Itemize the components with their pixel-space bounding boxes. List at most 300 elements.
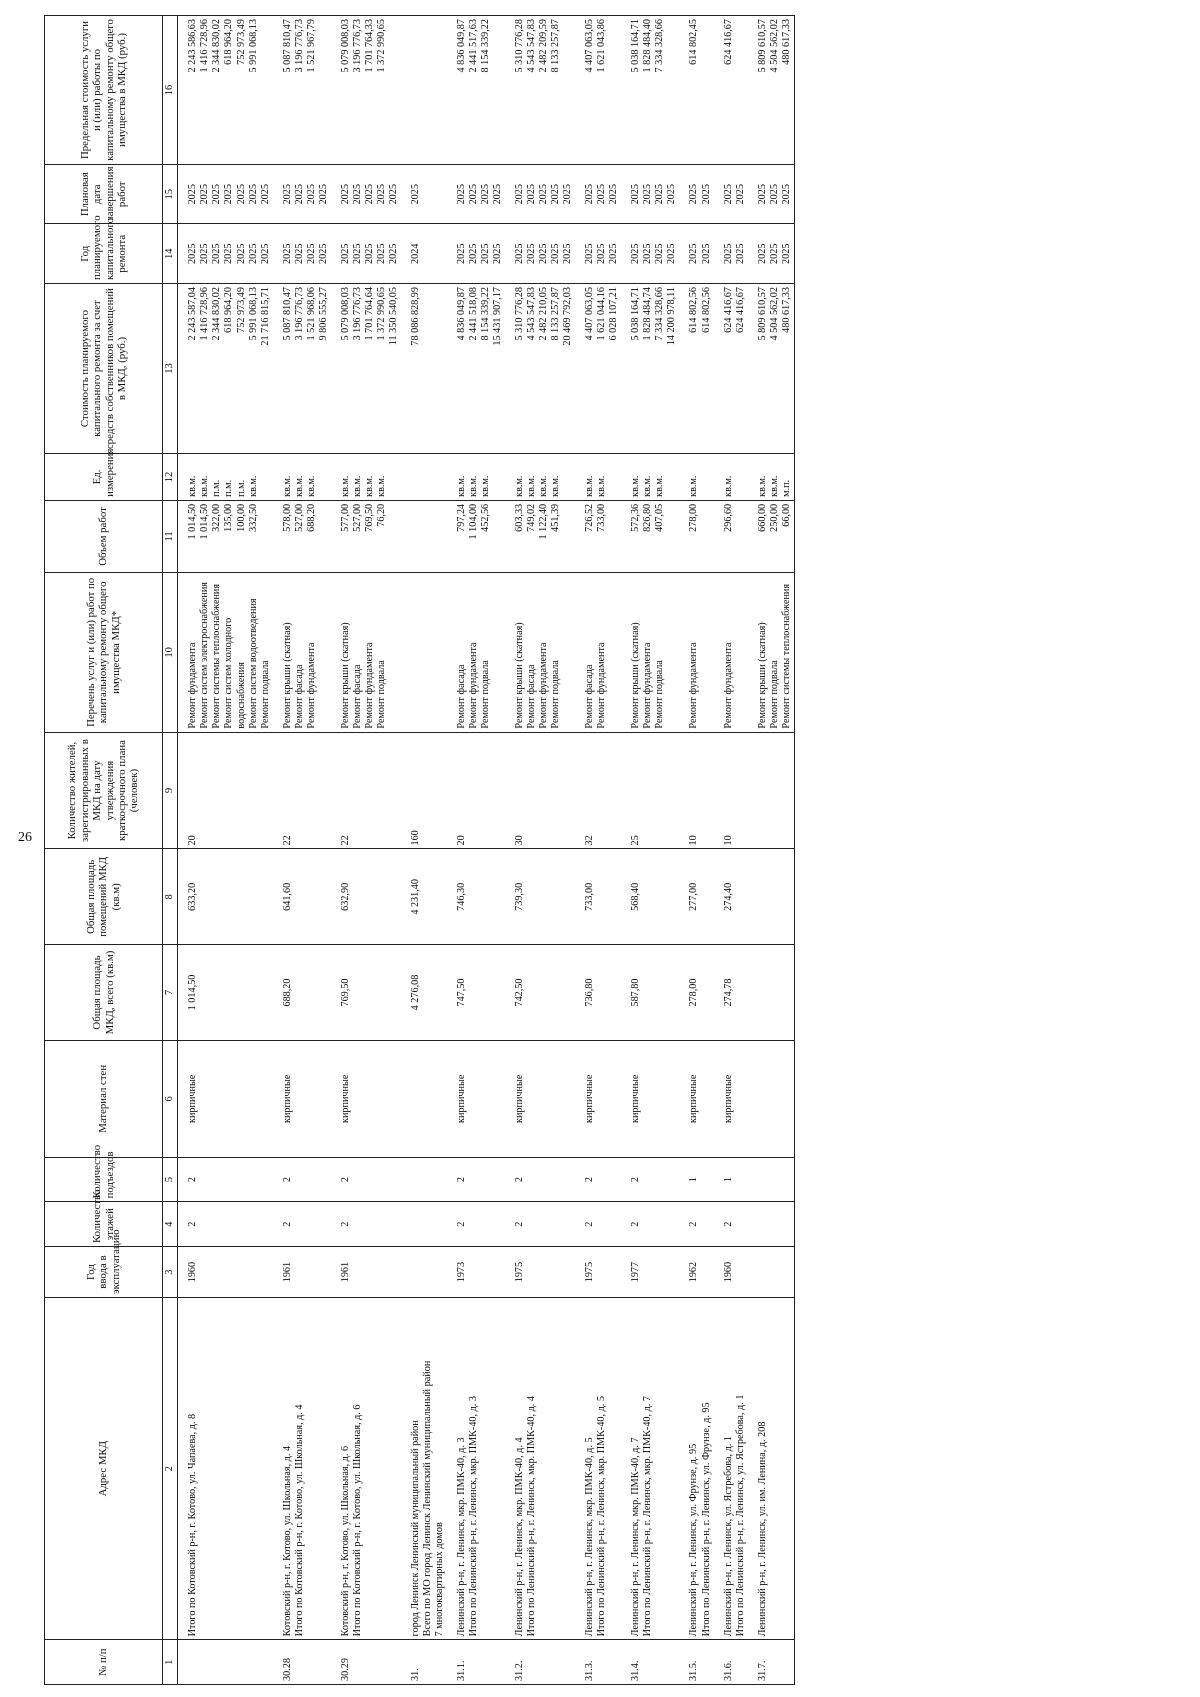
limit-cost: 5 310 776,28 [514,19,526,73]
address-line: Итого по Котовский р-н, г. Котово, ул. Чапаева, д. 8 [187,1413,199,1637]
row-number: 30.28 [281,1658,293,1681]
end-year: 2025 [468,184,479,205]
work-unit: кв.м. [305,475,317,497]
plan-year: 2025 [468,243,479,264]
premises-area: 274,40 [722,882,734,911]
address-line: Итого по Ленинский р-н, г. Ленинск, мкр. ПМК-40, д. 7 [642,1396,654,1637]
address-cell [748,1298,795,1640]
plan-year: 2025 [317,243,329,264]
address-line: Итого по Котовский р-н, г. Котово, ул. Школьная, д. 6 [351,1404,363,1637]
table-row [575,16,621,1685]
column-number: 11 [163,500,178,572]
volume-cell [575,500,621,572]
plan-year-cell [575,224,621,284]
limit-cost: 1 621 043,86 [596,19,608,73]
limit-cost: 8 133 257,87 [550,19,562,73]
end-year: 2025 [722,184,734,205]
year-built: 1975 [584,1261,596,1283]
year-built-cell [273,1247,331,1298]
plan-year: 2025 [734,243,746,264]
cost-value: 7 334 328,66 [654,287,666,341]
address-line: Ленинский р-н, г. Ленинск, мкр. ПМК-40, д. 4 [514,1437,526,1637]
cost-cell [575,284,621,454]
entrances-count: 2 [339,1177,351,1183]
year-built: 1960 [722,1261,734,1283]
address-cell [178,1298,273,1640]
work-unit: кв.м. [630,475,642,497]
work-unit: кв.м. [654,475,666,497]
unit-cell [575,454,621,501]
row-number-cell [621,1640,679,1685]
table-row [714,16,748,1685]
cost-cell [178,284,273,454]
limit-cost: 1 416 728,96 [199,19,211,73]
year-built-cell [331,1247,401,1298]
wall-material-cell [679,1040,713,1157]
address-cell [575,1298,621,1640]
entrances-cell [273,1157,331,1202]
cost-value: 14 200 978,11 [666,287,678,346]
unit-cell [748,454,795,501]
works-cell [575,573,621,732]
limit-cost: 2 243 586,63 [187,19,199,73]
premises-area: 277,00 [688,882,700,911]
repair-plan-table [44,15,795,1685]
total-area: 274,78 [722,978,734,1007]
wall-material-cell [505,1040,575,1157]
work-item: Ремонт фундамента [722,642,734,729]
limit-cost-cell [621,16,679,165]
work-volume: 769,50 [363,503,375,532]
work-unit: кв.м. [596,475,608,497]
works-cell [714,573,748,732]
plan-year: 2025 [756,243,768,264]
work-unit: кв.м. [642,475,654,497]
cost-cell [748,284,795,454]
work-item: Ремонт фундамента [596,642,608,729]
end-year: 2025 [780,184,792,205]
header-cell: Ед. измерения [45,454,163,501]
wall-material-cell [748,1040,795,1157]
work-unit: кв.м. [351,475,363,497]
residents-count: 20 [455,835,467,846]
total-area: 688,20 [281,978,293,1007]
end-year: 2025 [768,184,780,205]
end-year: 2025 [305,184,317,205]
end-year: 2025 [351,184,363,205]
wall-material: кирпичные [514,1074,526,1123]
work-item: Ремонт фундамента [468,642,479,729]
cost-value: 752 973,49 [235,287,247,333]
wall-material-cell [273,1040,331,1157]
premises-area: 739,30 [514,882,526,911]
header-cell: Год планируемого капитального ремонта [45,224,163,284]
page-number: 26 [18,830,32,845]
plan-year: 2025 [223,243,235,264]
volume-cell [273,500,331,572]
address-cell [714,1298,748,1640]
end-year: 2025 [480,184,492,205]
cost-value: 5 809 610,57 [756,287,768,341]
residents-cell [178,732,273,849]
limit-cost: 5 079 008,03 [339,19,351,73]
work-item: Ремонт подвала [480,660,492,729]
table-row [447,16,505,1685]
limit-cost-cell [679,16,713,165]
cost-value: 5 991 068,13 [247,287,259,341]
end-year: 2025 [666,184,678,205]
work-unit: кв.м. [526,475,538,497]
plan-year-cell [621,224,679,284]
work-volume: 527,00 [351,503,363,532]
plan-year: 2025 [562,243,574,264]
wall-material: кирпичные [187,1074,199,1123]
table-body [178,16,794,1685]
total-area: 587,80 [630,978,642,1007]
year-built: 1973 [455,1261,467,1283]
total-area: 747,50 [455,978,467,1007]
volume-cell [679,500,713,572]
cost-value: 9 806 555,27 [317,287,329,341]
cost-value: 15 431 907,17 [492,287,504,346]
limit-cost: 2 482 209,59 [538,19,550,73]
premises-area-cell [505,849,575,945]
work-volume: 572,36 [630,503,642,532]
end-year-cell [714,164,748,224]
limit-cost-cell [401,16,447,165]
volume-cell [178,500,273,572]
cost-value: 1 372 990,65 [375,287,387,341]
cost-value: 11 350 540,05 [387,287,399,346]
work-item: Ремонт системы теплоснабжения [211,583,223,729]
cost-value: 5 079 008,03 [339,287,351,341]
limit-cost-cell [575,16,621,165]
cost-value: 1 521 968,06 [305,287,317,341]
volume-cell [621,500,679,572]
residents-count: 20 [187,835,199,846]
year-built-cell [401,1247,447,1298]
residents-count: 22 [281,835,293,846]
limit-cost: 5 991 068,13 [247,19,259,73]
table-row [178,16,273,1685]
entrances-cell [505,1157,575,1202]
unit-cell [679,454,713,501]
year-built-cell [621,1247,679,1298]
address-cell [401,1298,447,1640]
work-item: Ремонт подвала [550,660,562,729]
plan-year: 2025 [187,243,199,264]
end-year: 2025 [492,184,504,205]
limit-cost: 4 836 049,87 [455,19,467,73]
plan-year: 2025 [700,243,712,264]
plan-year: 2025 [363,243,375,264]
plan-year: 2025 [666,243,678,264]
entrances-count: 2 [630,1177,642,1183]
work-unit: кв.м. [468,475,479,497]
address-line: Ленинский р-н, г. Ленинск, ул. им. Ленина, д. 208 [756,1421,768,1637]
total-area-cell [178,945,273,1041]
end-year-cell [679,164,713,224]
end-year: 2025 [630,184,642,205]
work-volume: 135,00 [223,503,235,532]
column-number: 15 [163,164,178,224]
premises-area-cell [331,849,401,945]
plan-year-cell [505,224,575,284]
floors-cell [621,1202,679,1247]
volume-cell [714,500,748,572]
end-year: 2025 [281,184,293,205]
header-cell: Количество подъездов [45,1157,163,1202]
work-unit: кв.м. [480,475,492,497]
limit-cost: 752 973,49 [235,19,247,65]
plan-year-cell [748,224,795,284]
work-unit: кв.м. [584,475,596,497]
premises-area-cell [447,849,505,945]
floors-cell [401,1202,447,1247]
work-item: Ремонт фундамента [642,642,654,729]
plan-year: 2025 [722,243,734,264]
header-cell: Плановая дата завершения работ [45,164,163,224]
column-number: 2 [163,1298,178,1640]
address-line: 7 многоквартирных домов [433,1522,445,1637]
work-volume: 797,24 [455,503,467,532]
limit-cost: 618 964,20 [223,19,235,65]
work-unit: кв.м. [247,475,259,497]
work-item: Ремонт фасада [351,664,363,729]
address-cell [621,1298,679,1640]
cost-value: 21 716 815,71 [259,287,271,346]
limit-cost: 5 087 810,47 [281,19,293,73]
work-unit: кв.м. [281,475,293,497]
entrances-cell [447,1157,505,1202]
address-line: Итого по Ленинский р-н, г. Ленинск, мкр. ПМК-40, д. 4 [526,1396,538,1637]
column-number: 4 [163,1202,178,1247]
plan-year: 2025 [550,243,562,264]
table-row [273,16,331,1685]
work-unit: п.м. [223,479,235,497]
work-volume: 826,80 [642,503,654,532]
header-row [45,16,163,1685]
floors-cell [178,1202,273,1247]
header-cell: № п/п [45,1640,163,1685]
entrances-cell [679,1157,713,1202]
cost-value: 6 028 107,21 [608,287,620,341]
residents-cell [401,732,447,849]
row-number-cell [748,1640,795,1685]
wall-material-cell [331,1040,401,1157]
cost-cell [621,284,679,454]
column-number: 8 [163,849,178,945]
wall-material: кирпичные [281,1074,293,1123]
plan-year-cell [178,224,273,284]
entrances-cell [714,1157,748,1202]
plan-year: 2025 [688,243,700,264]
entrances-count: 2 [187,1177,199,1183]
residents-count: 22 [339,835,351,846]
header-cell: Общая площадь помещений МКД (кв.м) [45,849,163,945]
plan-year-cell [401,224,447,284]
limit-cost-cell [447,16,505,165]
work-item: Ремонт подвала [768,660,780,729]
row-number: 31.2. [514,1660,526,1681]
work-item: Ремонт подвала [259,660,271,729]
work-volume: 1 104,00 [468,503,479,540]
work-unit: кв.м. [688,475,700,497]
end-year-cell [178,164,273,224]
work-volume: 66,00 [780,503,792,527]
limit-cost: 624 416,67 [722,19,734,65]
header-cell: Адрес МКД [45,1298,163,1640]
work-volume: 733,00 [596,503,608,532]
limit-cost: 1 828 484,40 [642,19,654,73]
work-unit: кв.м. [768,475,780,497]
unit-cell [401,454,447,501]
wall-material-cell [401,1040,447,1157]
floors-cell [714,1202,748,1247]
end-year: 2025 [409,184,421,205]
header-cell: Перечень услуг и (или) работ по капитальному ремонту общего имущества МКД* [45,573,163,732]
premises-area: 746,30 [455,882,467,911]
limit-cost: 4 504 562,02 [768,19,780,73]
premises-area-cell [273,849,331,945]
plan-year: 2025 [455,243,467,264]
work-unit: кв.м. [538,475,550,497]
work-volume: 660,00 [756,503,768,532]
plan-year: 2025 [538,243,550,264]
year-built-cell [748,1247,795,1298]
limit-cost: 480 617,33 [780,19,792,65]
end-year: 2025 [375,184,387,205]
column-number: 10 [163,573,178,732]
work-item: Ремонт подвала [375,660,387,729]
floors-cell [679,1202,713,1247]
plan-year-cell [273,224,331,284]
work-unit: кв.м. [514,475,526,497]
address-line: город Ленинск Ленинский муниципальный район [409,1420,421,1637]
work-item: Ремонт крыши (скатная) [756,622,768,729]
row-number: 31.7. [756,1660,768,1681]
plan-year: 2025 [584,243,596,264]
total-area-cell [447,945,505,1041]
address-line: Итого по Ленинский р-н, г. Ленинск, мкр. ПМК-40, д. 3 [468,1396,479,1637]
work-volume: 452,56 [480,503,492,532]
address-line: Всего по МО город Ленинск Ленинский муниципальный район [421,1360,433,1637]
cost-value: 614 802,56 [688,287,700,333]
unit-cell [621,454,679,501]
cost-value: 8 154 339,22 [480,287,492,341]
works-cell [505,573,575,732]
premises-area-cell [401,849,447,945]
address-line: Котовский р-н, г. Котово, ул. Школьная, д. 4 [281,1445,293,1637]
total-area: 736,80 [584,978,596,1007]
works-cell [331,573,401,732]
premises-area: 641,60 [281,882,293,911]
end-year-cell [331,164,401,224]
end-year: 2025 [642,184,654,205]
address-line: Итого по Ленинский р-н, г. Ленинск, ул. Фрунзе, д. 95 [700,1402,712,1637]
work-unit: кв.м. [293,475,305,497]
entrances-count: 2 [455,1177,467,1183]
plan-year: 2025 [375,243,387,264]
end-year: 2025 [235,184,247,205]
column-number: 9 [163,732,178,849]
floors-count: 2 [281,1221,293,1227]
column-number: 12 [163,454,178,501]
cost-value: 8 133 257,87 [550,287,562,341]
cost-value: 2 441 518,08 [468,287,479,341]
work-volume: 726,52 [584,503,596,532]
works-cell [748,573,795,732]
limit-cost: 1 372 990,65 [375,19,387,73]
work-item: Ремонт фасада [584,664,596,729]
plan-year: 2025 [642,243,654,264]
premises-area: 4 231,40 [409,879,421,915]
year-built-cell [575,1247,621,1298]
total-area: 769,50 [339,978,351,1007]
work-volume: 100,00 [235,503,247,532]
end-year: 2025 [734,184,746,205]
year-built: 1975 [514,1261,526,1283]
cost-value: 5 087 810,47 [281,287,293,341]
column-number: 6 [163,1040,178,1157]
work-item: Ремонт фундамента [688,642,700,729]
cost-value: 480 617,33 [780,287,792,333]
work-volume: 527,00 [293,503,305,532]
floors-cell [575,1202,621,1247]
total-area-cell [575,945,621,1041]
column-number: 14 [163,224,178,284]
limit-cost: 8 154 339,22 [480,19,492,73]
floors-count: 2 [514,1221,526,1227]
unit-cell [714,454,748,501]
address-line: Ленинский р-н, г. Ленинск, мкр. ПМК-40, д. 5 [584,1437,596,1637]
end-year: 2025 [363,184,375,205]
entrances-cell [178,1157,273,1202]
header-cell: Объем работ [45,500,163,572]
entrances-cell [575,1157,621,1202]
premises-area-cell [575,849,621,945]
plan-year-cell [331,224,401,284]
unit-cell [331,454,401,501]
wall-material: кирпичные [455,1074,467,1123]
end-year: 2025 [596,184,608,205]
limit-cost: 2 441 517,63 [468,19,479,73]
end-year: 2025 [211,184,223,205]
residents-count: 32 [584,835,596,846]
year-built-cell [679,1247,713,1298]
entrances-count: 2 [584,1177,596,1183]
table-row [679,16,713,1685]
work-volume: 322,00 [211,503,223,532]
limit-cost: 3 196 776,73 [351,19,363,73]
limit-cost: 2 344 830,02 [211,19,223,73]
plan-year: 2025 [339,243,351,264]
work-unit: м.п. [780,479,792,497]
plan-year: 2025 [259,243,271,264]
residents-count: 160 [409,830,421,846]
residents-cell [273,732,331,849]
work-item: Ремонт систем холодного водоснабжения [223,617,247,729]
entrances-count: 2 [281,1177,293,1183]
limit-cost: 4 543 547,83 [526,19,538,73]
plan-year: 2024 [409,243,421,264]
end-year-cell [505,164,575,224]
year-built: 1961 [281,1261,293,1283]
works-cell [401,573,447,732]
cost-value: 614 802,56 [700,287,712,333]
header-cell: Количество жителей, зарегистрированных в МКД на дату утверждения краткосрочного плана (человек) [45,732,163,849]
plan-year: 2025 [480,243,492,264]
